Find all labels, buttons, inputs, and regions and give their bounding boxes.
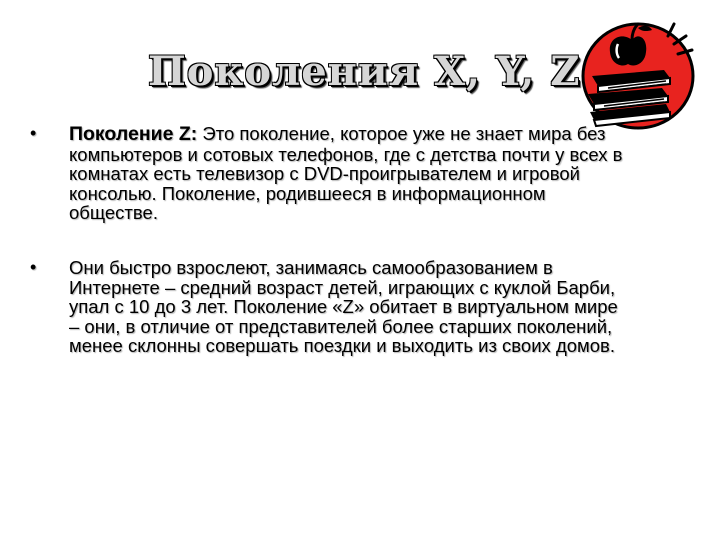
bullet-marker: • bbox=[30, 123, 37, 143]
bullet-text bbox=[69, 124, 680, 223]
bullet-line: Интернете – средний возраст детей, играющих с куклой Барби, bbox=[69, 276, 616, 298]
slide-title: Поколения X, Y, Z bbox=[148, 48, 581, 95]
bullet-line: менее склонны совершать поездки и выходить из своих домов. bbox=[69, 335, 616, 356]
bullet-grow-up-fast bbox=[30, 258, 680, 356]
bullet-line: – они, в отличие от представителей более старших поколений, bbox=[69, 315, 613, 337]
bullet-line-text: Это поколение, которое уже не знает мира без bbox=[197, 123, 606, 144]
bullet-text bbox=[69, 258, 680, 356]
bullet-line: Они быстро взрослеют, занимаясь самообразованием в bbox=[69, 257, 553, 278]
bullet-line: обществе. bbox=[69, 202, 158, 223]
books-and-apple-icon bbox=[578, 14, 698, 134]
bullet-line: упал с 10 до 3 лет. Поколение «Z» обитает в виртуальном мире bbox=[69, 296, 618, 317]
bullet-line bbox=[69, 124, 680, 145]
bullet-marker: • bbox=[30, 257, 37, 277]
bullet-line: комнатах есть телевизор с DVD-проигрывателем и игровой bbox=[69, 163, 580, 184]
bullet-lead: Поколение Z: bbox=[69, 123, 198, 145]
bullet-generation-z bbox=[30, 124, 680, 223]
bullet-line: компьютеров и сотовых телефонов, где с детства почти у всех в bbox=[69, 143, 623, 165]
bullet-line: консолью. Поколение, родившееся в информационном bbox=[69, 182, 546, 204]
